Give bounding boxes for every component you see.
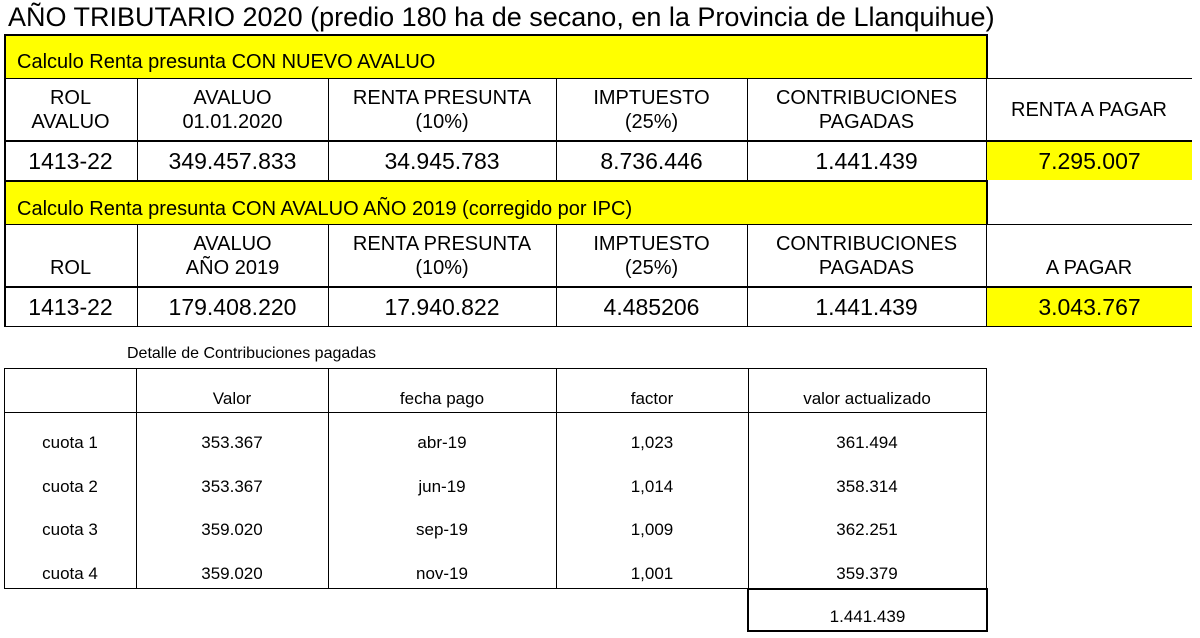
detail-row-actualizado: 361.494 [836, 433, 898, 452]
detail-row-actualizado: 358.314 [836, 477, 898, 496]
s1-header-contribuciones: CONTRIBUCIONES PAGADAS [775, 87, 958, 133]
s1-header-rol: ROL AVALUO [31, 87, 110, 133]
s1-contribuciones: 1.441.439 [815, 148, 918, 174]
s1-renta: 34.945.783 [384, 148, 500, 174]
document-title: AÑO TRIBUTARIO 2020 (predio 180 ha de secano, en la Provincia de Llanquihue) [8, 2, 995, 32]
s1-renta-a-pagar: 7.295.007 [1038, 148, 1141, 174]
s2-avaluo: 179.408.220 [168, 294, 297, 320]
detail-row-valor: 353.367 [201, 433, 263, 452]
detail-header-valor-actualizado: valor actualizado [803, 389, 931, 408]
s2-rol: 1413-22 [28, 294, 113, 320]
detail-row-valor: 359.020 [201, 564, 263, 583]
s2-contribuciones: 1.441.439 [815, 294, 918, 320]
detail-row-actualizado: 362.251 [836, 520, 898, 539]
detail-row-factor: 1,009 [630, 520, 674, 539]
detail-row-factor: 1,023 [630, 433, 674, 452]
s2-renta: 17.940.822 [384, 294, 500, 320]
s2-header-renta: RENTA PRESUNTA (10%) [352, 233, 532, 279]
detail-row-label: cuota 3 [42, 520, 98, 539]
s2-header-impuesto: IMPTUESTO (25%) [593, 233, 710, 279]
detail-caption: Detalle de Contribuciones pagadas [127, 345, 377, 362]
detail-total: 1.441.439 [829, 607, 906, 626]
s2-a-pagar: 3.043.767 [1038, 294, 1141, 320]
s1-header-pagar: RENTA A PAGAR [1011, 99, 1167, 121]
s1-header-avaluo: AVALUO 01.01.2020 [182, 87, 283, 133]
detail-row-actualizado: 359.379 [836, 564, 898, 583]
s2-header-contribuciones: CONTRIBUCIONES PAGADAS [775, 233, 958, 279]
section1-banner: Calculo Renta presunta CON NUEVO AVALUO [17, 51, 436, 73]
detail-header-valor: Valor [212, 389, 252, 408]
detail-row-factor: 1,014 [630, 477, 674, 496]
s1-rol: 1413-22 [28, 148, 113, 174]
s1-header-impuesto: IMPTUESTO (25%) [593, 87, 710, 133]
detail-header-factor: factor [630, 389, 674, 408]
detail-row-valor: 353.367 [201, 477, 263, 496]
detail-row-label: cuota 4 [42, 564, 98, 583]
s1-avaluo: 349.457.833 [168, 148, 297, 174]
s2-impuesto: 4.485206 [603, 294, 700, 320]
detail-row-fecha: abr-19 [417, 433, 467, 452]
s2-header-rol: ROL [49, 257, 92, 279]
detail-row-factor: 1,001 [630, 564, 674, 583]
detail-row-valor: 359.020 [201, 520, 263, 539]
detail-row-label: cuota 1 [42, 433, 98, 452]
detail-row-fecha: nov-19 [416, 564, 468, 583]
detail-header-fecha: fecha pago [399, 389, 485, 408]
s2-header-avaluo: AVALUO AÑO 2019 [185, 233, 280, 279]
s1-header-renta: RENTA PRESUNTA (10%) [352, 87, 532, 133]
s2-header-pagar: A PAGAR [1045, 257, 1133, 279]
detail-row-fecha: sep-19 [416, 520, 468, 539]
s1-impuesto: 8.736.446 [600, 148, 703, 174]
detail-row-label: cuota 2 [42, 477, 98, 496]
detail-row-fecha: jun-19 [418, 477, 466, 496]
section2-banner: Calculo Renta presunta CON AVALUO AÑO 2019 (corregido por IPC) [17, 198, 633, 220]
